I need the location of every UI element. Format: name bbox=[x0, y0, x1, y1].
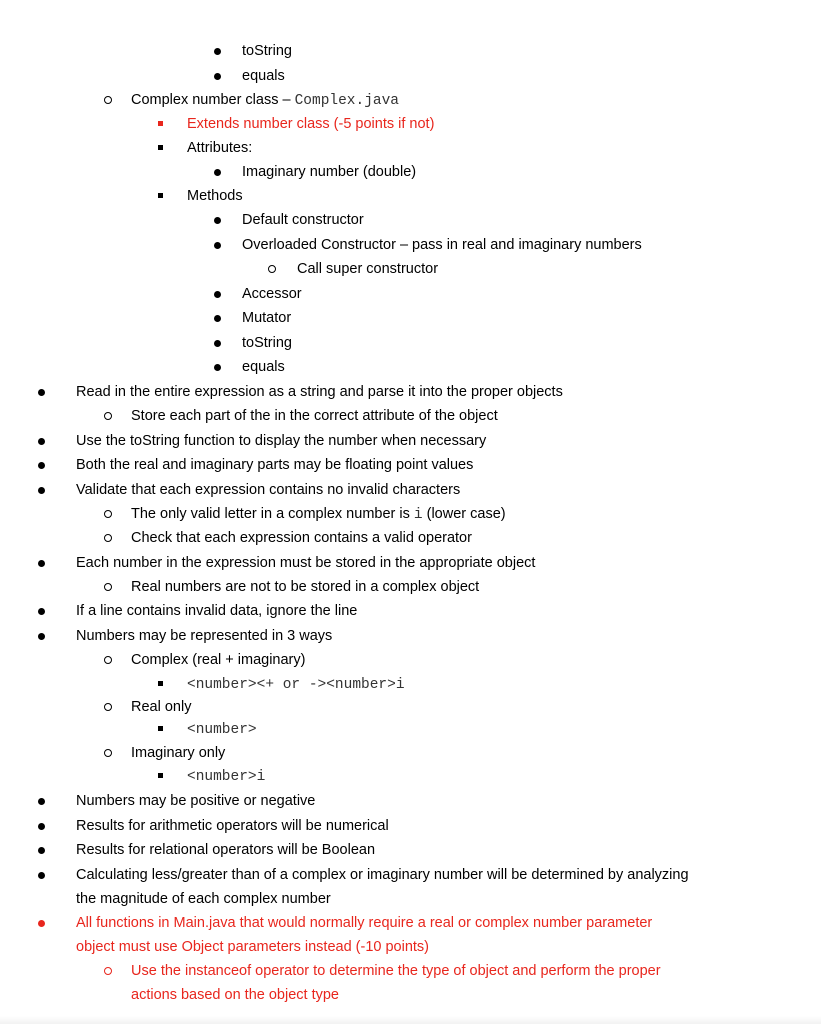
list-item-label: Results for arithmetic operators will be numerical bbox=[76, 818, 389, 834]
list-item-text bbox=[76, 553, 535, 573]
list-item-text bbox=[297, 259, 438, 279]
list-item bbox=[0, 186, 821, 206]
list-item-label: Read in the entire expression as a string and parse it into the proper objects bbox=[76, 384, 563, 400]
list-item-text bbox=[187, 186, 243, 206]
list-item-label: Real only bbox=[131, 699, 192, 715]
list-item-text bbox=[242, 357, 285, 377]
list-item-label: Default constructor bbox=[242, 212, 364, 228]
list-item-text bbox=[76, 626, 332, 646]
list-item-label: Mutator bbox=[242, 310, 292, 326]
list-item-text bbox=[131, 961, 661, 981]
list-item-text bbox=[187, 719, 257, 740]
list-item-text bbox=[242, 308, 291, 328]
list-item bbox=[0, 791, 821, 811]
list-item bbox=[0, 816, 821, 836]
list-item-label: Extends number class (-5 points if not) bbox=[187, 116, 435, 132]
list-item bbox=[0, 985, 821, 1005]
circle-bullet-icon bbox=[101, 697, 117, 717]
list-item bbox=[0, 601, 821, 621]
list-item bbox=[0, 210, 821, 230]
list-item-label: The only valid letter in a complex number is bbox=[131, 506, 414, 522]
list-item bbox=[0, 162, 821, 182]
list-item-label: Methods bbox=[187, 188, 243, 204]
list-item bbox=[0, 961, 821, 981]
disc-bullet-icon bbox=[34, 601, 50, 621]
square-bullet-icon bbox=[154, 674, 170, 694]
list-item-text bbox=[76, 480, 460, 500]
disc-bullet-icon bbox=[210, 308, 226, 328]
disc-bullet-icon bbox=[34, 840, 50, 860]
circle-bullet-icon bbox=[101, 504, 117, 524]
list-item-label: Use the instanceof operator to determine the type of object and perform the proper bbox=[131, 963, 661, 979]
list-item bbox=[0, 577, 821, 597]
circle-bullet-icon bbox=[101, 650, 117, 670]
circle-bullet-icon bbox=[101, 90, 117, 110]
list-item-text bbox=[131, 743, 225, 763]
list-item-label: Imaginary only bbox=[131, 745, 226, 761]
list-item bbox=[0, 674, 821, 694]
disc-bullet-icon bbox=[34, 382, 50, 402]
list-item bbox=[0, 504, 821, 524]
square-bullet-icon bbox=[154, 719, 170, 739]
list-item-text bbox=[76, 913, 652, 933]
square-bullet-icon bbox=[154, 138, 170, 158]
square-bullet-icon bbox=[154, 766, 170, 786]
list-item-label: If a line contains invalid data, ignore the line bbox=[76, 603, 358, 619]
inline-code: Complex.java bbox=[294, 93, 400, 109]
list-item-text bbox=[76, 865, 689, 885]
inline-code: i bbox=[413, 507, 423, 523]
list-item bbox=[0, 626, 821, 646]
list-item bbox=[0, 455, 821, 475]
list-item bbox=[0, 357, 821, 377]
disc-bullet-icon bbox=[34, 455, 50, 475]
list-item-text bbox=[131, 985, 339, 1005]
list-item-label: actions based on the object type bbox=[131, 987, 339, 1003]
list-item-label: object must use Object parameters instead (-10 points) bbox=[76, 939, 429, 955]
circle-bullet-icon bbox=[101, 961, 117, 981]
list-item-text bbox=[131, 504, 506, 525]
list-item-text bbox=[76, 455, 473, 475]
circle-bullet-icon bbox=[101, 577, 117, 597]
list-item-label: Attributes: bbox=[187, 140, 253, 156]
list-item-text bbox=[131, 528, 472, 548]
page-bottom-edge bbox=[0, 1016, 821, 1024]
inline-code: <number>i bbox=[187, 769, 266, 785]
disc-bullet-icon bbox=[210, 333, 226, 353]
disc-bullet-icon bbox=[34, 626, 50, 646]
list-item-label: toString bbox=[242, 43, 292, 59]
list-item bbox=[0, 937, 821, 957]
list-item-text bbox=[242, 41, 292, 61]
list-item bbox=[0, 431, 821, 451]
list-item-label: Numbers may be represented in 3 ways bbox=[76, 628, 333, 644]
square-bullet-icon bbox=[154, 186, 170, 206]
disc-bullet-icon bbox=[210, 41, 226, 61]
list-item-label: Use the toString function to display the number when necessary bbox=[76, 433, 487, 449]
list-item-text bbox=[187, 766, 265, 787]
list-item bbox=[0, 697, 821, 717]
inline-code: <number> bbox=[187, 722, 257, 738]
list-item-text bbox=[76, 601, 357, 621]
list-item bbox=[0, 308, 821, 328]
list-item bbox=[0, 528, 821, 548]
list-item bbox=[0, 743, 821, 763]
circle-bullet-icon bbox=[101, 528, 117, 548]
circle-bullet-icon bbox=[101, 406, 117, 426]
list-item-text bbox=[242, 284, 302, 304]
list-item-text bbox=[242, 235, 642, 255]
list-item-text bbox=[76, 889, 331, 909]
list-item-label: Imaginary number (double) bbox=[242, 164, 417, 180]
list-item-label: Real numbers are not to be stored in a complex object bbox=[131, 579, 480, 595]
list-item-text bbox=[242, 210, 364, 230]
list-item bbox=[0, 865, 821, 885]
circle-bullet-icon bbox=[265, 259, 281, 279]
list-item-text bbox=[76, 382, 563, 402]
list-item-label: Call super constructor bbox=[297, 261, 439, 277]
disc-bullet-icon bbox=[210, 66, 226, 86]
list-item-label: All functions in Main.java that would normally require a real or complex number parameter bbox=[76, 915, 653, 931]
list-item bbox=[0, 719, 821, 739]
list-item-text bbox=[131, 697, 191, 717]
list-item-label: Each number in the expression must be stored in the appropriate object bbox=[76, 555, 536, 571]
list-item-text bbox=[76, 791, 315, 811]
list-item-label: equals bbox=[242, 359, 285, 375]
list-item-label: Calculating less/greater than of a complex or imaginary number will be determined by analyzing bbox=[76, 867, 689, 883]
list-item bbox=[0, 913, 821, 933]
list-item-label: Results for relational operators will be Boolean bbox=[76, 842, 376, 858]
list-item-label: Validate that each expression contains no invalid characters bbox=[76, 482, 461, 498]
list-item-text bbox=[76, 816, 389, 836]
disc-bullet-icon bbox=[210, 357, 226, 377]
list-item-text bbox=[131, 406, 498, 426]
list-item-label: Numbers may be positive or negative bbox=[76, 793, 316, 809]
circle-bullet-icon bbox=[101, 743, 117, 763]
list-item-label: Check that each expression contains a valid operator bbox=[131, 530, 472, 546]
disc-bullet-icon bbox=[34, 816, 50, 836]
inline-code: <number><+ or -><number>i bbox=[187, 677, 405, 693]
disc-bullet-icon bbox=[34, 431, 50, 451]
list-item-text bbox=[187, 674, 405, 695]
disc-bullet-icon bbox=[210, 284, 226, 304]
disc-bullet-icon bbox=[34, 865, 50, 885]
list-item-label-suffix: (lower case) bbox=[422, 506, 506, 522]
disc-bullet-icon bbox=[34, 913, 50, 933]
list-item bbox=[0, 889, 821, 909]
list-item bbox=[0, 235, 821, 255]
list-item-text bbox=[131, 90, 399, 111]
list-item bbox=[0, 553, 821, 573]
list-item-text bbox=[187, 114, 434, 134]
list-item bbox=[0, 259, 821, 279]
list-item-label: toString bbox=[242, 335, 292, 351]
list-item bbox=[0, 480, 821, 500]
square-bullet-icon bbox=[154, 114, 170, 134]
disc-bullet-icon bbox=[34, 791, 50, 811]
list-item-text bbox=[131, 650, 305, 670]
list-item bbox=[0, 840, 821, 860]
disc-bullet-icon bbox=[210, 162, 226, 182]
list-item-text bbox=[76, 937, 429, 957]
list-item bbox=[0, 138, 821, 158]
list-item bbox=[0, 650, 821, 670]
list-item bbox=[0, 41, 821, 61]
list-item bbox=[0, 333, 821, 353]
list-item-text bbox=[242, 333, 292, 353]
disc-bullet-icon bbox=[210, 210, 226, 230]
list-item-label: Overloaded Constructor – pass in real and imaginary numbers bbox=[242, 237, 642, 253]
list-item-text bbox=[131, 577, 479, 597]
list-item-label: equals bbox=[242, 68, 285, 84]
list-item bbox=[0, 66, 821, 86]
list-item-text bbox=[242, 66, 285, 86]
list-item-label: Complex (real + imaginary) bbox=[131, 652, 306, 668]
list-item-label: Both the real and imaginary parts may be floating point values bbox=[76, 457, 474, 473]
disc-bullet-icon bbox=[34, 480, 50, 500]
list-item bbox=[0, 114, 821, 134]
list-item-text bbox=[187, 138, 252, 158]
list-item bbox=[0, 90, 821, 110]
list-item bbox=[0, 284, 821, 304]
list-item-text bbox=[76, 840, 375, 860]
list-item-text bbox=[76, 431, 486, 451]
list-item bbox=[0, 406, 821, 426]
disc-bullet-icon bbox=[210, 235, 226, 255]
list-item-label: Store each part of the in the correct attribute of the object bbox=[131, 408, 498, 424]
list-item-text bbox=[242, 162, 416, 182]
list-item-label: the magnitude of each complex number bbox=[76, 891, 331, 907]
list-item-label: Complex number class – bbox=[131, 92, 295, 108]
list-item-label: Accessor bbox=[242, 286, 302, 302]
list-item bbox=[0, 382, 821, 402]
disc-bullet-icon bbox=[34, 553, 50, 573]
list-item bbox=[0, 766, 821, 786]
